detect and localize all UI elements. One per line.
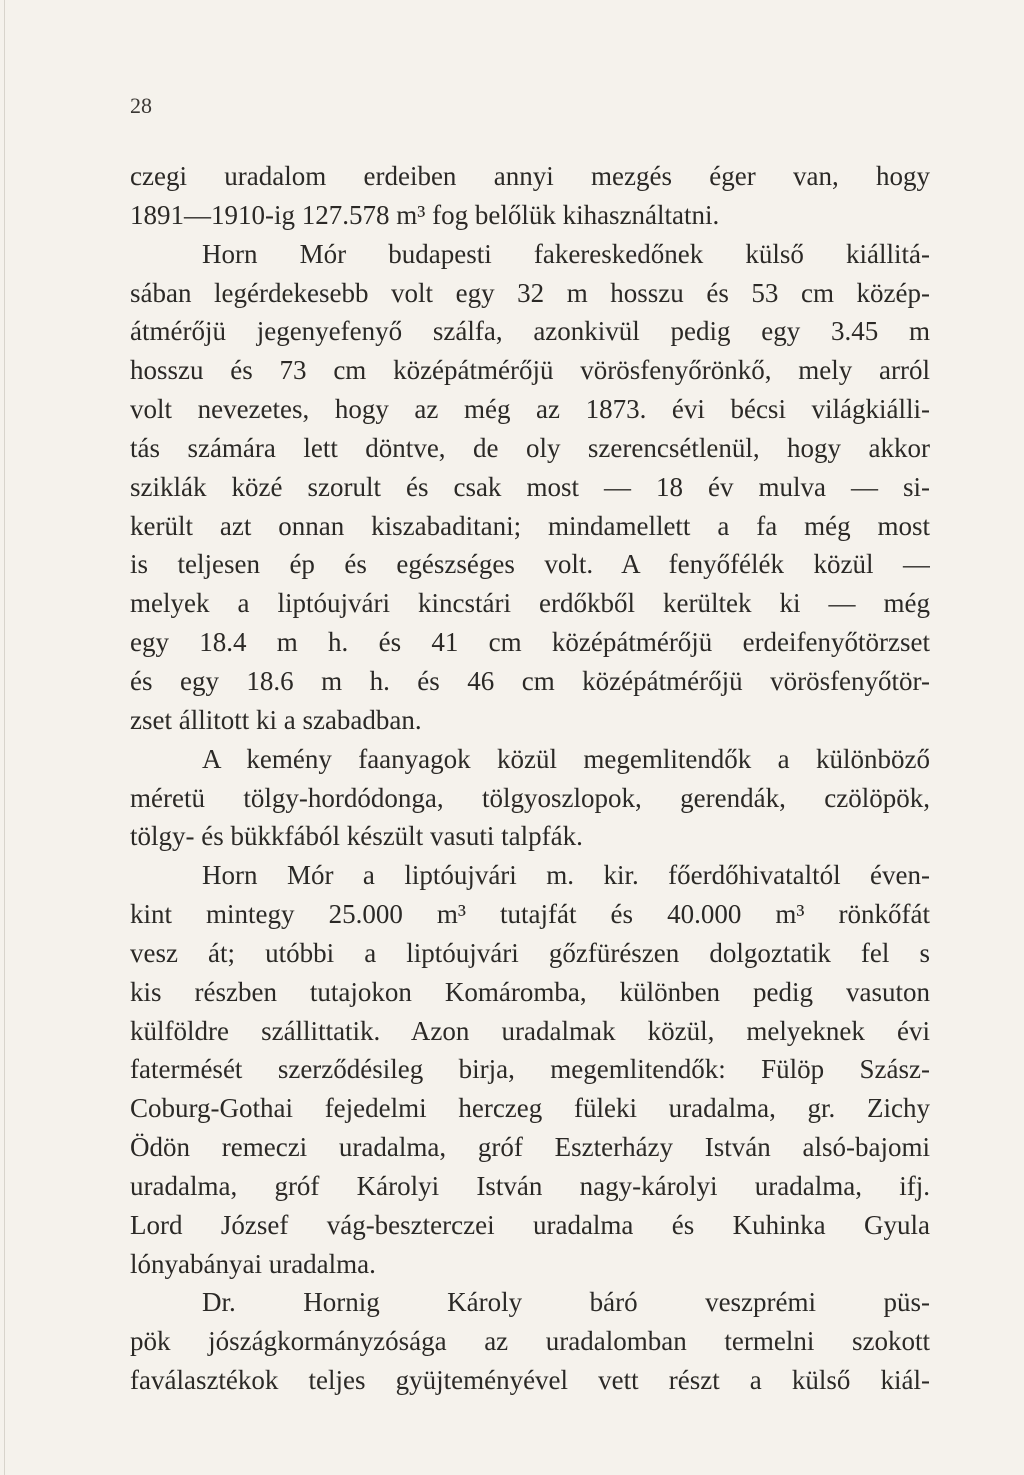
text-line: kint mintegy 25.000 m³ tutajfát és 40.000 m³ rönkőfát [130,899,930,930]
text-line: méretü tölgy-hordódonga, tölgyoszlopok, gerendák, czölöpök, [130,782,930,813]
text-line: volt nevezetes, hogy az még az 1873. évi bécsi világkiálli- [130,394,930,425]
text-line: került azt onnan kiszabaditani; mindamellett a fa még most [130,510,930,541]
body-text [130,157,930,1400]
text-line: melyek a liptóujvári kincstári erdőkből kerültek ki — még [130,588,930,619]
text-line: Horn Mór a liptóujvári m. kir. főerdőhivataltól éven- [202,860,930,891]
text-line: Lord József vág-beszterczei uradalma és Kuhinka Gyula [130,1209,930,1240]
page-number: 28 [130,93,152,118]
text-line: Horn Mór budapesti fakereskedőnek külső kiállitá- [202,238,930,269]
text-line: és egy 18.6 m h. és 46 cm középátmérőjü vörösfenyőtör- [130,665,930,696]
text-line: 1891—1910-ig 127.578 m³ fog belőlük kihasználtatni. [130,199,720,230]
text-line: tás számára lett döntve, de oly szerencsétlenül, hogy akkor [130,432,930,463]
text-line: faválasztékok teljes gyüjteményével vett részt a külső kiál- [130,1365,930,1396]
text-line: hosszu és 73 cm középátmérőjü vörösfenyőrönkő, mely arról [130,355,930,386]
text-line: sában legérdekesebb volt egy 32 m hosszu és 53 cm közép- [130,277,930,308]
text-line: lónyabányai uradalma. [130,1248,376,1279]
text-line: uradalma, gróf Károlyi István nagy-károlyi uradalma, ifj. [130,1170,930,1201]
text-line: egy 18.4 m h. és 41 cm középátmérőjü erdeifenyőtörzset [130,627,930,658]
text-line: zset állitott ki a szabadban. [130,704,422,735]
text-line: vesz át; utóbbi a liptóujvári gőzfürészen dolgoztatik fel s [130,937,930,968]
text-line: kis részben tutajokon Komáromba, különben pedig vasuton [130,976,930,1007]
text-line: sziklák közé szorult és csak most — 18 év mulva — si- [130,471,930,502]
text-line: Ödön remeczi uradalma, gróf Eszterházy István alsó-bajomi [130,1132,930,1163]
text-line: Coburg-Gothai fejedelmi herczeg füleki uradalma, gr. Zichy [130,1093,930,1124]
text-line: A kemény faanyagok közül megemlitendők a különböző [202,743,930,774]
text-line: Dr. Hornig Károly báró veszprémi püs- [202,1287,930,1318]
text-line: átmérőjü jegenyefenyő szálfa, azonkivül pedig egy 3.45 m [130,316,930,347]
page-edge-line [4,0,5,1475]
text-line: tölgy- és bükkfából készült vasuti talpfák. [130,821,583,852]
text-line: pök jószágkormányzósága az uradalomban termelni szokott [130,1326,930,1357]
text-line: külföldre szállittatik. Azon uradalmak közül, melyeknek évi [130,1015,930,1046]
text-line: is teljesen ép és egészséges volt. A fenyőfélék közül — [130,549,930,580]
text-line: czegi uradalom erdeiben annyi mezgés éger van, hogy [130,161,930,191]
text-line: fatermését szerződésileg birja, megemlitendők: Fülöp Szász- [130,1054,930,1085]
